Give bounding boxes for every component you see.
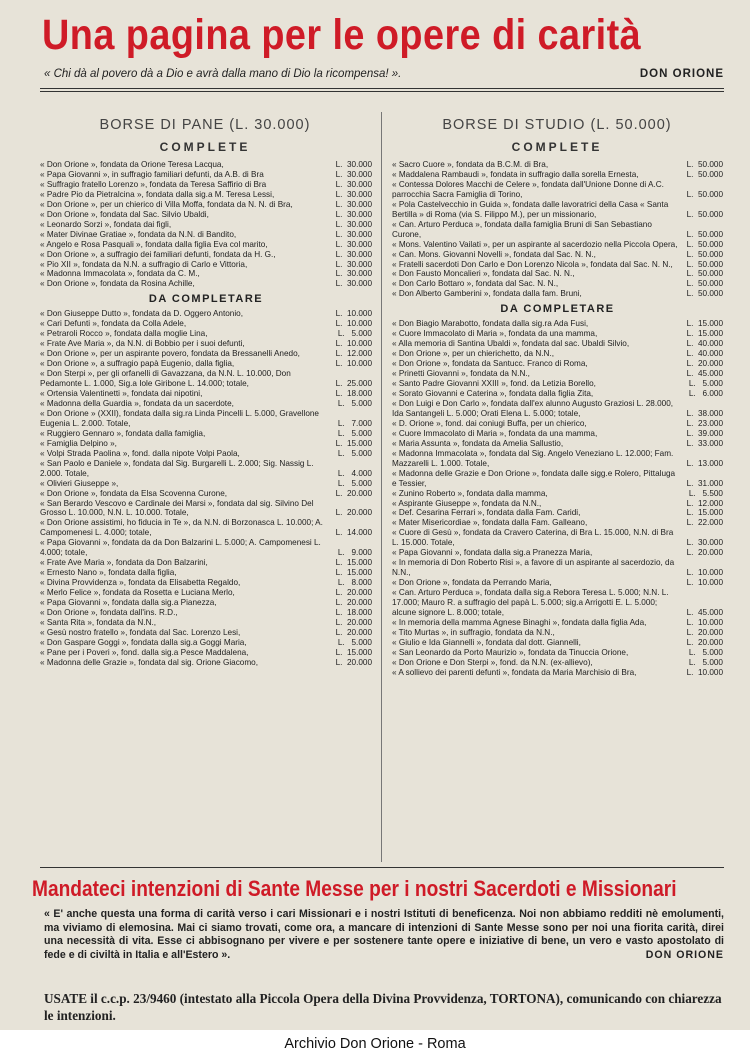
donation-entry [40, 439, 372, 449]
entry-amount: L. 30.000 [335, 229, 372, 239]
entry-text: « Don Orione », per un chierichetto, da N.N., [392, 349, 555, 359]
right-column-title: BORSE DI STUDIO (L. 50.000) [442, 117, 672, 133]
entry-amount: L. 4.000 [337, 468, 372, 478]
entry-amount: L. 20.000 [335, 598, 372, 608]
entry-text: « Don Carlo Bottaro », fondata dal Sac. N. N., [392, 279, 559, 289]
entry-text: « Don Gaspare Goggi », fondata dalla sig.a Goggi Maria, [40, 637, 247, 647]
donation-entry [40, 638, 372, 648]
entry-text: « Don Orione e Don Sterpi », fond. da N.N. (ex-allievo), [392, 657, 593, 667]
entry-text: « Famiglia Delpino », [40, 438, 117, 448]
entry-amount: L. 50.000 [686, 229, 723, 239]
donation-entry [40, 598, 372, 608]
donation-entry [392, 558, 723, 578]
donation-entry [392, 618, 723, 628]
entry-amount: L. 7.000 [337, 418, 372, 428]
entry-amount: L. 10.000 [686, 667, 723, 677]
donation-entry [40, 369, 372, 389]
donation-entry [40, 319, 372, 329]
entry-amount: L. 23.000 [686, 418, 723, 428]
entry-amount: L. 5.000 [337, 329, 372, 339]
entry-text: « A sollievo dei parenti defunti », fondata da Maria Marchisio di Bra, [392, 667, 637, 677]
entry-amount: L. 38.000 [686, 408, 723, 418]
donation-entry [392, 289, 723, 299]
entry-amount: L. 10.000 [335, 309, 372, 319]
entry-text: « Frate Ave Maria », da N.N. di Bobbio per i suoi defunti, [40, 339, 245, 349]
donation-entry [40, 339, 372, 349]
entry-text: « Sorato Giovanni e Caterina », fondata dalla figlia Zita, [392, 389, 594, 399]
entry-text: « Santa Rita », fondata da N.N., [40, 617, 157, 627]
entry-text: « Cuore Immacolato di Maria », fondata da una mamma, [392, 428, 598, 438]
donation-entry [392, 628, 723, 638]
donation-entry [40, 279, 372, 289]
entry-amount: L. 14.000 [335, 528, 372, 538]
entry-amount: L. 30.000 [335, 209, 372, 219]
entry-amount: L. 13.000 [686, 458, 723, 468]
entry-text: « Madonna Immacolata », fondata dal Sig. Angelo Veneziano L. 12.000; Fam. Mazzarelli L. 1.000. Totale, [392, 448, 674, 468]
entry-text: « Merlo Felice », fondata da Rosetta e Luciana Merlo, [40, 588, 235, 598]
entry-text: « Don Orione », per un chierico di Villa Moffa, fondata da N. N. di Bra, [40, 199, 293, 209]
donation-entry [40, 220, 372, 230]
donation-entry [392, 240, 723, 250]
donation-entry [392, 499, 723, 509]
donation-entry [40, 190, 372, 200]
entry-amount: L. 15.000 [686, 319, 723, 329]
entry-text: « Prinetti Giovanni », fondata da N.N., [392, 369, 530, 379]
donation-entry [40, 170, 372, 180]
entry-text: « Papa Giovanni », fondata da da Don Balzarini L. 5.000; A. Campomenesi L. 4.000; totale, [40, 538, 321, 558]
entry-text: « Don Orione », a suffragio dei familiari defunti, fondata da H. G., [40, 249, 276, 259]
donation-entry [392, 469, 723, 489]
entry-text: « Contessa Dolores Macchi de Celere », fondata dall'Unione Donne di A.C. parrocchia Sacra Famiglia di Torino, [392, 179, 664, 199]
donation-entry [392, 528, 723, 548]
entry-text: « Pio XII », fondata da N.N. a suffragio di Carlo e Vittoria, [40, 259, 248, 269]
entry-text: « Don Orione » (XXII), fondata dalla sig.ra Linda Pincelli L. 5.000, Gravellone Eugenia L. 2.000. Totale, [40, 408, 319, 428]
entry-amount: L. 45.000 [686, 369, 723, 379]
entry-text: « Papa Giovanni », fondata dalla sig.a Pranezza Maria, [392, 548, 593, 558]
donation-entry [40, 389, 372, 399]
entry-text: « Leonardo Sorzi », fondata dai figli, [40, 219, 172, 229]
entry-amount: L. 45.000 [686, 607, 723, 617]
entry-text: « D. Orione », fond. dai coniugi Buffa, per un chierico, [392, 418, 587, 428]
entry-amount: L. 50.000 [686, 239, 723, 249]
quote-text: « Chi dà al povero dà a Dio e avrà dalla mano di Dio la ricompensa! ». [44, 68, 402, 80]
donation-entry [392, 359, 723, 369]
entry-amount: L. 5.000 [337, 637, 372, 647]
entry-amount: L. 30.000 [335, 219, 372, 229]
donation-entry [392, 449, 723, 469]
appeal-title: Mandateci intenzioni di Sante Messe per i nostri Sacerdoti e Missionari [32, 876, 677, 901]
entry-amount: L. 10.000 [335, 339, 372, 349]
entry-amount: L. 15.000 [335, 647, 372, 657]
donation-entry [40, 479, 372, 489]
entry-text: « Divina Provvidenza », fondata da Elisabetta Regaldo, [40, 578, 241, 588]
entry-amount: L. 15.000 [335, 568, 372, 578]
donation-entry [392, 379, 723, 389]
entry-amount: L. 20.000 [335, 617, 372, 627]
entry-amount: L. 15.000 [335, 438, 372, 448]
entry-text: « Fratelli sacerdoti Don Carlo e Don Lorenzo Nicola », fondata dal Sac. N. N., [392, 259, 673, 269]
entry-amount: L. 5.500 [688, 488, 723, 498]
entry-text: « San Berardo Vescovo e Cardinale dei Marsi », fondata dal sig. Silvino Del Grosso L. 10.000, N.N. L. 10.000. Totale, [40, 498, 314, 518]
entry-amount: L. 12.000 [686, 498, 723, 508]
entry-amount: L. 18.000 [335, 389, 372, 399]
donation-entry [40, 309, 372, 319]
entry-amount: L. 33.000 [686, 438, 723, 448]
entry-amount: L. 15.000 [686, 508, 723, 518]
left-to-complete-list [40, 309, 372, 667]
entry-text: « Don Fausto Moncalieri », fondata dal Sac. N. N., [392, 269, 575, 279]
donation-entry [40, 399, 372, 409]
donation-entry [392, 668, 723, 678]
donation-entry [40, 429, 372, 439]
entry-amount: L. 5.000 [337, 478, 372, 488]
entry-amount: L. 20.000 [686, 548, 723, 558]
entry-text: « Madonna delle Grazie e Don Orione », fondata dalle sigg.e Rolero, Pittaluga e Tessier, [392, 468, 676, 488]
entry-text: « Padre Pio da Pietralcina », fondata dalla sig.a M. Teresa Lessi, [40, 189, 275, 199]
donation-entry [392, 200, 723, 220]
entry-text: « Don Orione », fondata da Perrando Maria, [392, 578, 552, 588]
entry-amount: L. 20.000 [686, 359, 723, 369]
donation-entry [392, 658, 723, 668]
entry-amount: L. 20.000 [335, 627, 372, 637]
entry-amount: L. 15.000 [686, 329, 723, 339]
donation-entry [40, 200, 372, 210]
entry-text: « Mons. Valentino Vailati », per un aspirante al sacerdozio nella Piccola Opera, [392, 239, 678, 249]
donation-entry [40, 210, 372, 220]
donation-entry [40, 359, 372, 369]
donation-entry [392, 170, 723, 180]
entry-amount: L. 5.000 [688, 379, 723, 389]
donation-entry [392, 269, 723, 279]
entry-text: « Giulio e Ida Giannelli », fondata dal dott. Giannelli, [392, 637, 581, 647]
entry-text: « In memoria della mamma Agnese Binaghi », fondata dalla figlia Ada, [392, 617, 647, 627]
entry-text: « Petraroli Rocco », fondata dalla moglie Lina, [40, 329, 208, 339]
donation-entry [392, 260, 723, 270]
entry-text: « Zunino Roberto », fondata dalla mamma, [392, 488, 548, 498]
entry-text: « Madonna della Guardia », fondata da un sacerdote, [40, 398, 234, 408]
appeal-text-block [44, 908, 724, 962]
entry-text: « Cuore di Gesù », fondata da Cravero Caterina, di Bra L. 15.000, N.N. di Bra L. 15.000. Totale, [392, 528, 674, 548]
donation-entry [392, 389, 723, 399]
entry-amount: L. 18.000 [335, 607, 372, 617]
donation-entry [392, 220, 723, 240]
entry-amount: L. 10.000 [686, 578, 723, 588]
donation-entry [392, 419, 723, 429]
entry-amount: L. 5.000 [337, 428, 372, 438]
entry-amount: L. 50.000 [686, 189, 723, 199]
entry-text: « Frate Ave Maria », fondata da Don Balzarini, [40, 558, 208, 568]
entry-text: « Papa Giovanni », in suffragio familiari defunti, da A.B. di Bra [40, 169, 264, 179]
entry-amount: L. 30.000 [335, 269, 372, 279]
entry-amount: L. 40.000 [686, 349, 723, 359]
entry-amount: L. 40.000 [686, 339, 723, 349]
donation-entry [40, 180, 372, 190]
donation-entry [392, 638, 723, 648]
left-to-complete-heading: DA COMPLETARE [148, 293, 264, 306]
donation-entry [40, 538, 372, 558]
entry-text: « Alla memoria di Santina Ubaldi », fondata dal sac. Ubaldi Silvio, [392, 339, 630, 349]
entry-amount: L. 5.000 [688, 657, 723, 667]
donation-entry [392, 319, 723, 329]
donation-entry [392, 180, 723, 200]
right-column-subtitle: COMPLETE [511, 140, 603, 154]
donation-entry [392, 439, 723, 449]
entry-text: « Don Orione », fondata da Santucc. Franco di Roma, [392, 359, 588, 369]
entry-amount: L. 50.000 [686, 259, 723, 269]
entry-text: « Don Alberto Gamberini », fondata dalla fam. Bruni, [392, 289, 582, 299]
entry-text: « Don Orione », fondata da Orione Teresa Lacqua, [40, 160, 224, 169]
donation-entry [40, 459, 372, 479]
donation-entry [392, 648, 723, 658]
donation-entry [392, 588, 723, 618]
donation-entry [392, 399, 723, 419]
appeal-signature: DON ORIONE [645, 948, 724, 961]
entry-amount: L. 5.000 [337, 398, 372, 408]
entry-amount: L. 50.000 [686, 160, 723, 169]
donation-entry [392, 329, 723, 339]
entry-amount: L. 30.000 [335, 259, 372, 269]
donation-entry [40, 449, 372, 459]
entry-amount: L. 22.000 [686, 518, 723, 528]
entry-amount: L. 50.000 [686, 279, 723, 289]
donation-entry [392, 548, 723, 558]
entry-text: « Don Orione », fondata da Rosina Achille, [40, 279, 195, 289]
bottom-rule [40, 867, 724, 868]
donation-entry [40, 489, 372, 499]
page-title: Una pagina per le opere di carità [42, 11, 642, 59]
entry-amount: L. 20.000 [686, 637, 723, 647]
entry-text: « Don Sterpi », per gli orfanelli di Gavazzana, da N.N. L. 10.000, Don Pedamonte L. 1.000, Sig.a Iole Giribone L. 14.000; totale, [40, 369, 291, 389]
entry-text: « Don Orione », a suffragio papà Eugenio, dalla figlia, [40, 359, 235, 369]
left-complete-list [40, 160, 372, 289]
donation-entry [40, 329, 372, 339]
entry-text: « Maddalena Rambaudi », fondata in suffragio dalla sorella Ernesta, [392, 169, 639, 179]
entry-text: « Papa Giovanni », fondata dalla sig.a Pianezza, [40, 598, 217, 608]
donation-entry [392, 518, 723, 528]
entry-amount: L. 9.000 [337, 548, 372, 558]
top-rule-2 [40, 91, 724, 92]
entry-text: « Don Orione », per un aspirante povero, fondata da Bressanelli Anedo, [40, 349, 300, 359]
entry-text: « Tito Murtas », in suffragio, fondata da N.N., [392, 627, 555, 637]
donation-entry [40, 568, 372, 578]
entry-text: « Cuore Immacolato di Maria », fondata da una mamma, [392, 329, 598, 339]
entry-text: « Mater Misericordiae », fondata dalla Fam. Galleano, [392, 518, 588, 528]
entry-text: « Aspirante Giuseppe », fondata da N.N., [392, 498, 542, 508]
column-divider [381, 112, 382, 862]
donation-entry [40, 240, 372, 250]
donation-entry [40, 628, 372, 638]
entry-amount: L. 25.000 [335, 379, 372, 389]
donation-entry [392, 339, 723, 349]
entry-amount: L. 30.000 [335, 179, 372, 189]
donation-entry [392, 429, 723, 439]
entry-text: « Can. Arturo Perduca », fondata dalla sig.a Rebora Teresa L. 5.000; N.N. L. 17.000; Mauro R. a suffragio del papà L. 5.000; sig.a Arrigotti E. L. 5.000; alcune signore L. 8.000; totale, [392, 588, 669, 617]
entry-amount: L. 50.000 [686, 209, 723, 219]
quote-line [44, 68, 724, 80]
entry-amount: L. 10.000 [335, 359, 372, 369]
entry-amount: L. 30.000 [335, 249, 372, 259]
top-rule [40, 88, 724, 89]
entry-text: « Pane per i Poveri », fond. dalla sig.a Pesce Maddalena, [40, 647, 249, 657]
entry-text: « Don Orione », fondata da Elsa Scovenna Curone, [40, 488, 228, 498]
entry-text: « Sacro Cuore », fondata da B.C.M. di Bra, [392, 160, 549, 169]
donation-entry [392, 279, 723, 289]
entry-amount: L. 31.000 [686, 478, 723, 488]
entry-amount: L. 8.000 [337, 578, 372, 588]
entry-text: « Volpi Strada Paolina », fond. dalla nipote Volpi Paola, [40, 448, 240, 458]
donation-entry [40, 558, 372, 568]
entry-amount: L. 50.000 [686, 169, 723, 179]
donation-entry [40, 409, 372, 429]
donation-entry [392, 369, 723, 379]
appeal-text: « E' anche questa una forma di carità verso i cari Missionari e i nostri Istituti di beneficenza. Noi non abbiamo redditi nè emolumenti, ma viviamo di elemosina. Mai ci siamo trovati, come ora, a mancare di intenzioni di Sante Messe sono per noi una fiorita carità, direi una necessità di vita. Esse ci abbisognano per vivere e per sostenere tante opere e iniziative di bene, un vero e vasto apostolato di fede e di civiltà in Italia e all'Estero ». [44, 908, 724, 961]
entry-text: « Santo Padre Giovanni XXIII », fond. da Letizia Borello, [392, 379, 596, 389]
entry-amount: L. 30.000 [335, 199, 372, 209]
entry-amount: L. 39.000 [686, 428, 723, 438]
entry-amount: L. 50.000 [686, 269, 723, 279]
entry-text: « Gesù nostro fratello », fondata dal Sac. Lorenzo Lesi, [40, 627, 241, 637]
donation-entry [40, 658, 372, 668]
donation-entry [392, 508, 723, 518]
entry-text: « Olivieri Giuseppe », [40, 478, 119, 488]
entry-text: « Def. Cesarina Ferrari », fondata dalla Fam. Caridi, [392, 508, 581, 518]
entry-text: « Can. Arturo Perduca », fondata dalla famiglia Bruni di San Sebastiano Curone, [392, 219, 652, 239]
entry-amount: L. 30.000 [335, 169, 372, 179]
postal-account-note: USATE il c.c.p. 23/9460 (intestato alla Piccola Opera della Divina Provvidenza, TORTONA), comunicando con chiarezza le intenzioni. [44, 991, 722, 1023]
donation-entry [40, 260, 372, 270]
entry-amount: L. 30.000 [335, 189, 372, 199]
entry-text: « Madonna Immacolata », fondata da C. M., [40, 269, 200, 279]
archive-footer: Archivio Don Orione - Roma [284, 1036, 466, 1052]
donation-entry [40, 499, 372, 519]
entry-text: « San Paolo e Daniele », fondata dal Sig. Burgarelli L. 2.000; Sig. Nassig L. 2.000. Totale, [40, 458, 314, 478]
donation-entry [40, 608, 372, 618]
donation-entry [40, 648, 372, 658]
entry-text: « Maria Assunta », fondata da Amelia Sallustio, [392, 438, 564, 448]
entry-text: « Don Luigi e Don Carlo », fondata dall'ex alunno Augusto Graziosi L. 28.000, Ida Santangeli L. 5.000; Orati Elena L. 5.000; totale, [392, 398, 674, 418]
right-to-complete-list [392, 319, 723, 677]
entry-text: « Don Giuseppe Dutto », fondata da D. Oggero Antonio, [40, 309, 244, 319]
quote-author: DON ORIONE [639, 68, 724, 80]
donation-entry [40, 230, 372, 240]
entry-text: « Mater Divinae Gratiae », fondata da N.N. di Bandito, [40, 229, 237, 239]
entry-text: « Madonna delle Grazie », fondata dal sig. Orione Giacomo, [40, 657, 259, 667]
entry-amount: L. 50.000 [686, 289, 723, 299]
entry-amount: L. 10.000 [686, 617, 723, 627]
left-column-title: BORSE DI PANE (L. 30.000) [99, 117, 311, 133]
entry-text: « Ruggiero Gennaro », fondata dalla famiglia, [40, 428, 206, 438]
left-column-subtitle: COMPLETE [159, 140, 251, 154]
entry-amount: L. 20.000 [335, 488, 372, 498]
donation-entry [40, 518, 372, 538]
entry-text: « Angelo e Rosa Pasquali », fondata dalla figlia Eva col marito, [40, 239, 268, 249]
entry-amount: L. 20.000 [686, 627, 723, 637]
entry-amount: L. 12.000 [335, 349, 372, 359]
right-complete-list [392, 160, 723, 299]
right-column [392, 160, 723, 678]
entry-text: « Don Orione », fondata dall'ins. R.D., [40, 607, 178, 617]
donation-entry [40, 578, 372, 588]
entry-text: « In memoria di Don Roberto Risi », a favore di un aspirante al sacerdozio, da N.N., [392, 558, 675, 578]
donation-entry [40, 349, 372, 359]
entry-text: « Don Orione », fondata dal Sac. Silvio Ubaldi, [40, 209, 209, 219]
donation-entry [40, 618, 372, 628]
entry-text: « Suffragio fratello Lorenzo », fondata da Teresa Saffirio di Bra [40, 179, 267, 189]
donation-entry [40, 160, 372, 170]
donation-entry [40, 250, 372, 260]
entry-text: « Don Biagio Marabotto, fondata dalla sig.ra Ada Fusi, [392, 319, 589, 329]
donation-entry [392, 489, 723, 499]
entry-amount: L. 15.000 [335, 558, 372, 568]
entry-amount: L. 10.000 [686, 568, 723, 578]
entry-text: « Pola Castelvecchio in Guida », fondata dalle lavoratrici della Casa « Santa Bertilla » di Roma (via S. Filippo M.), per un missionario, [392, 199, 669, 219]
entry-amount: L. 20.000 [335, 508, 372, 518]
entry-amount: L. 5.000 [688, 647, 723, 657]
entry-amount: L. 10.000 [335, 319, 372, 329]
entry-text: « Cari Defunti », fondata da Colla Adele, [40, 319, 187, 329]
entry-amount: L. 30.000 [335, 160, 372, 169]
donation-entry [392, 160, 723, 170]
entry-text: « Ortensia Valentinetti », fondata dai nipotini, [40, 389, 203, 399]
donation-entry [392, 578, 723, 588]
entry-text: « Don Orione assistimi, ho fiducia in Te », da N.N. di Borzonasca L. 10.000; A. Campomenesi L. 4.000; totale, [40, 518, 323, 538]
donation-entry [40, 269, 372, 279]
left-column [40, 160, 372, 668]
entry-amount: L. 30.000 [686, 538, 723, 548]
entry-amount: L. 30.000 [335, 239, 372, 249]
entry-text: « Can. Mons. Giovanni Novelli », fondata dal Sac. N. N., [392, 249, 596, 259]
entry-amount: L. 20.000 [335, 657, 372, 667]
entry-amount: L. 5.000 [337, 448, 372, 458]
entry-amount: L. 20.000 [335, 588, 372, 598]
entry-text: « Ernesto Nano », fondata dalla figlia, [40, 568, 177, 578]
entry-amount: L. 30.000 [335, 279, 372, 289]
donation-entry [392, 349, 723, 359]
entry-text: « San Leonardo da Porto Maurizio », fondata da Tinuccia Orione, [392, 647, 629, 657]
entry-amount: L. 6.000 [688, 389, 723, 399]
entry-amount: L. 50.000 [686, 249, 723, 259]
donation-entry [392, 250, 723, 260]
donation-entry [40, 588, 372, 598]
right-to-complete-heading: DA COMPLETARE [500, 303, 615, 316]
